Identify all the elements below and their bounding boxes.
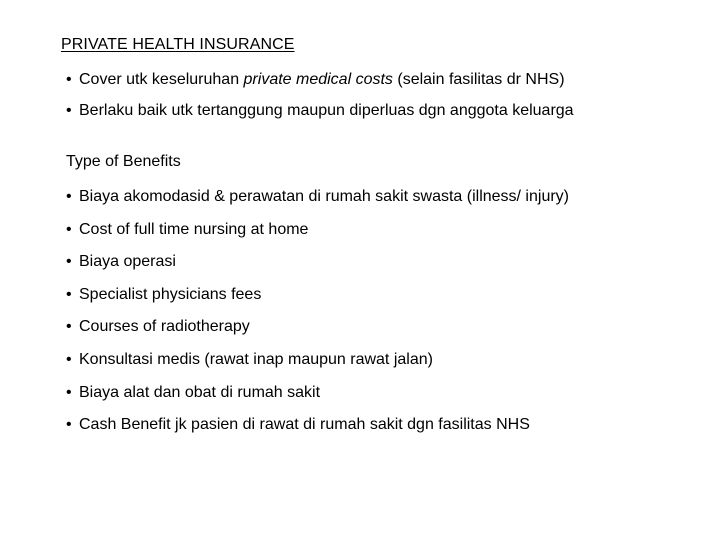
intro-text-emphasis: private medical costs [243,71,393,88]
benefit-text: Biaya operasi [79,253,176,271]
intro-text-before: Berlaku baik utk tertanggung maupun diperluas dgn anggota keluarga [79,102,574,119]
benefits-heading: Type of Benefits [66,153,181,170]
intro-item [66,100,574,131]
benefit-text: Courses of radiotherapy [79,318,250,336]
bullet-icon: • [66,318,72,336]
benefit-text: Cash Benefit jk pasien di rawat di rumah sakit dgn fasilitas NHS [79,416,530,434]
slide-title: PRIVATE HEALTH INSURANCE [61,36,295,53]
benefit-text: Konsultasi medis (rawat inap maupun rawat jalan) [79,350,433,368]
benefit-item [66,382,569,415]
benefit-item [66,349,569,382]
bullet-icon: • [66,350,72,368]
intro-item [66,69,574,100]
bullet-icon: • [66,220,72,238]
benefit-item [66,414,569,447]
bullet-icon: • [66,71,72,88]
benefit-item [66,251,569,284]
bullet-icon: • [66,102,72,119]
bullet-icon: • [66,285,72,303]
bullet-icon: • [66,188,72,205]
benefit-text: Cost of full time nursing at home [79,220,309,238]
intro-list [66,69,574,131]
benefit-text: Specialist physicians fees [79,285,262,303]
benefits-list [66,186,569,447]
benefit-item [66,186,569,219]
benefit-item [66,284,569,317]
bullet-icon: • [66,416,72,434]
bullet-icon: • [66,383,72,401]
bullet-icon: • [66,253,72,271]
benefit-text: Biaya akomodasid & perawatan di rumah sakit swasta (illness/ injury) [79,188,569,205]
benefit-text: Biaya alat dan obat di rumah sakit [79,383,321,401]
intro-text-before: Cover utk keseluruhan [79,71,244,88]
benefit-item [66,316,569,349]
intro-text-after: (selain fasilitas dr NHS) [392,71,565,88]
benefit-item [66,219,569,252]
